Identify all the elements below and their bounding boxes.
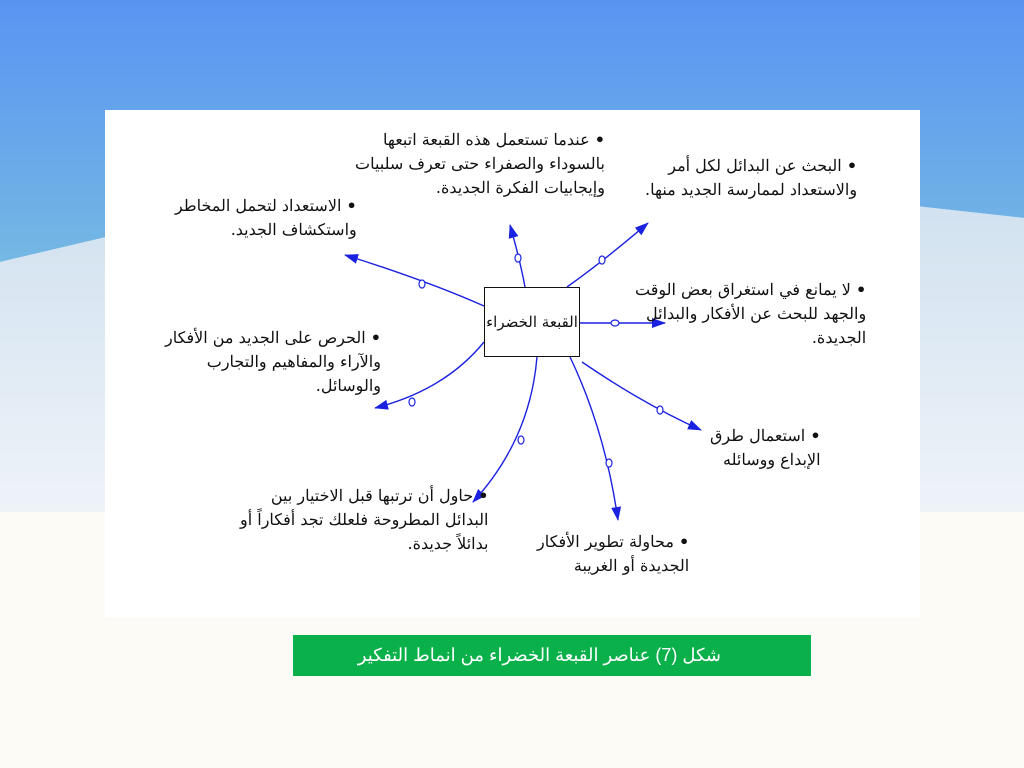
bullet: •	[346, 196, 357, 215]
node-line: والآراء والمفاهيم والتجارب	[206, 352, 381, 371]
node-line: وإيجابيات الفكرة الجديدة.	[435, 178, 605, 197]
arrow-to-left	[375, 342, 484, 408]
arrow-to-bottom-right	[582, 362, 701, 430]
bullet: •	[855, 280, 867, 299]
figure-caption	[293, 635, 811, 676]
bullet: •	[679, 532, 690, 551]
node-line: لا يمانع في استغراق بعض الوقت	[635, 280, 851, 299]
diagram-panel	[105, 110, 920, 617]
bullet: •	[478, 486, 489, 505]
connector-dot	[419, 280, 425, 288]
node-line: بدائلاً جديدة.	[407, 534, 489, 553]
node-line: الجديدة.	[811, 328, 867, 347]
node-line: البحث عن البدائل لكل أمر	[668, 156, 842, 175]
arrow-to-bottom-left	[473, 357, 537, 502]
node-line: الحرص على الجديد من الأفكار	[165, 328, 366, 347]
bullet: •	[370, 328, 381, 347]
node-line: والجهد للبحث عن الأفكار والبدائل	[646, 304, 867, 323]
node-left	[165, 326, 381, 398]
node-bottom-left	[240, 484, 488, 556]
bullet: •	[846, 156, 858, 175]
node-top-left	[175, 194, 357, 242]
center-node	[484, 287, 580, 357]
connector-dot	[611, 320, 619, 326]
connector-dot	[409, 398, 415, 406]
node-right	[635, 278, 866, 350]
node-line: حاول أن ترتبها قبل الاختيار بين	[270, 486, 474, 505]
node-top-right	[645, 154, 857, 202]
node-line: عندما تستعمل هذه القبعة اتبعها	[382, 130, 590, 149]
arrow-to-top-left	[345, 255, 484, 306]
node-line: بالسوداء والصفراء حتى تعرف سلبيات	[355, 154, 605, 173]
node-line: الاستعداد لتحمل المخاطر	[175, 196, 342, 215]
node-line: واستكشاف الجديد.	[230, 220, 357, 239]
connector-dot	[606, 459, 612, 467]
node-line: استعمال طرق	[710, 426, 806, 445]
node-line: محاولة تطوير الأفكار	[537, 532, 674, 551]
connector-dot	[657, 406, 663, 414]
node-line: البدائل المطروحة فلعلك تجد أفكاراً أو	[240, 510, 489, 529]
connector-dot	[515, 254, 521, 262]
node-line: الإبداع ووسائله	[722, 450, 821, 469]
node-bottom-right	[710, 424, 821, 472]
connector-dot	[599, 256, 605, 264]
connector-dot	[518, 436, 524, 444]
node-line: والاستعداد لممارسة الجديد منها.	[645, 180, 858, 199]
node-line: الجديدة أو الغريبة	[573, 556, 690, 575]
node-top	[355, 128, 605, 200]
node-line: والوسائل.	[315, 376, 381, 395]
node-bottom	[537, 530, 689, 578]
caption-text: شكل (7) عناصر القبعة الخضراء من انماط التفكير	[357, 645, 721, 665]
center-node-label: القبعة الخضراء	[486, 313, 578, 331]
bullet: •	[594, 130, 605, 149]
bullet: •	[810, 426, 821, 445]
